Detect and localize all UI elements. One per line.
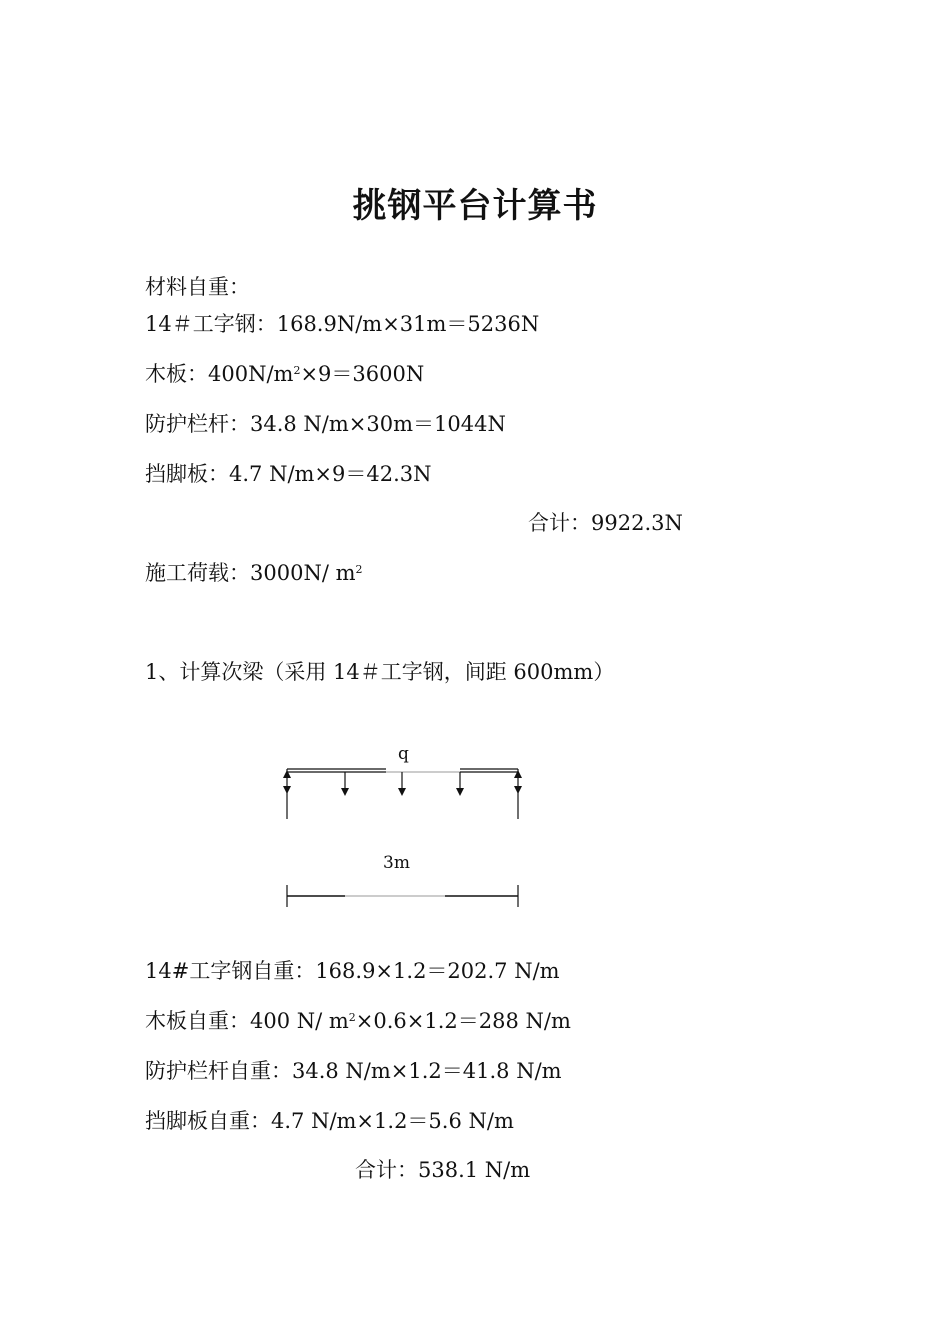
material-wood-board (145, 360, 424, 388)
self-weight-i-beam: 14#工字钢自重：168.9×1.2＝202.7 N/m (145, 959, 560, 983)
span-label: 3m (383, 853, 410, 873)
materials-heading: 材料自重： (145, 275, 250, 299)
support-left-up-arrow (283, 770, 291, 778)
document-title: 挑钢平台计算书 (352, 186, 598, 226)
self-weight-wood-board-text: 木板自重：400 N/ m (145, 1009, 349, 1033)
material-wood-board-tail: ×9＝3600N (300, 362, 425, 386)
load-arrow-3-head (456, 788, 464, 796)
construction-load-text: 施工荷载：3000N/ m (145, 561, 356, 585)
section-total: 合计：538.1 N/m (355, 1158, 531, 1182)
superscript-2: 2 (348, 1011, 356, 1024)
load-arrow-1-head (341, 788, 349, 796)
materials-total: 合计：9922.3N (528, 511, 683, 535)
self-weight-wood-board (145, 1007, 571, 1035)
self-weight-wood-board-tail: ×0.6×1.2＝288 N/m (355, 1009, 571, 1033)
material-wood-board-text: 木板：400N/m (145, 362, 294, 386)
self-weight-toe-board: 挡脚板自重：4.7 N/m×1.2＝5.6 N/m (145, 1109, 514, 1133)
construction-load (145, 559, 362, 587)
material-guardrail: 防护栏杆：34.8 N/m×30m＝1044N (145, 412, 506, 436)
superscript-2: 2 (293, 364, 301, 377)
beam-load-diagram (270, 735, 540, 915)
load-arrow-2-head (398, 788, 406, 796)
load-label: q (398, 744, 409, 764)
superscript-2: 2 (355, 563, 363, 576)
material-toe-board: 挡脚板：4.7 N/m×9＝42.3N (145, 462, 432, 486)
support-right-up-arrow (514, 770, 522, 778)
support-left-down-arrow (283, 786, 291, 794)
section-heading: 1、计算次梁（采用 14＃工字钢，间距 600mm） (145, 660, 615, 684)
material-i-beam: 14＃工字钢：168.9N/m×31m＝5236N (145, 312, 540, 336)
self-weight-guardrail: 防护栏杆自重：34.8 N/m×1.2＝41.8 N/m (145, 1059, 562, 1083)
support-right-down-arrow (514, 786, 522, 794)
